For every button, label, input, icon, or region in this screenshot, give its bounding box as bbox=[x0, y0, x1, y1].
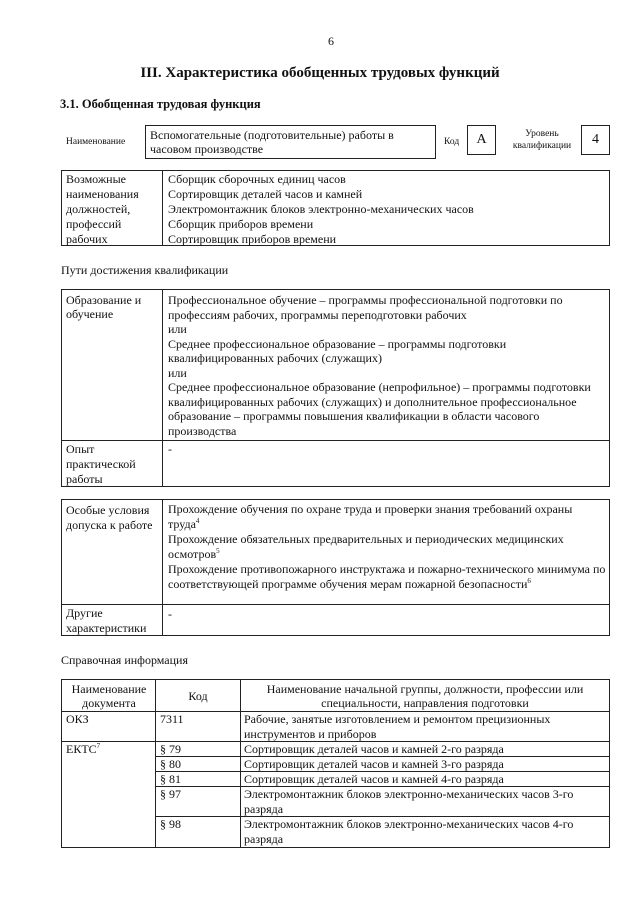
condition-item: Прохождение противопожарного инструктажа и пожарно-технического минимума по соответствующей программе обучения мерам пожарной безопасности$^6$ bbox=[168, 562, 606, 591]
table-row-doc: ЕКТС$^7$ bbox=[66, 742, 101, 756]
education-text bbox=[168, 293, 606, 438]
function-name-value: Вспомогательные (подготовительные) работы в часовом производстве bbox=[150, 128, 394, 156]
table-row-code: § 97 bbox=[160, 787, 181, 801]
code-box bbox=[467, 125, 496, 155]
ref-header-name: Наименование начальной группы, должности, профессии или специальности, направления подготовки bbox=[266, 682, 584, 710]
footnote-ref: 4 bbox=[195, 517, 200, 525]
position-item: Сборщик сборочных единиц часов bbox=[168, 172, 346, 186]
table-row-code: § 80 bbox=[160, 757, 181, 771]
positions-list bbox=[168, 172, 608, 247]
reference-title: Справочная информация bbox=[61, 653, 188, 667]
experience-label: Опыт практической работы bbox=[66, 442, 136, 486]
table-row-code: § 98 bbox=[160, 817, 181, 831]
special-conditions-list bbox=[168, 502, 606, 592]
table-row-name: Сортировщик деталей часов и камней 4-го разряда bbox=[244, 772, 504, 786]
level-label: Уровень квалификации bbox=[512, 129, 572, 151]
footnote-ref: 6 bbox=[527, 577, 531, 585]
education-table bbox=[61, 289, 610, 487]
special-conditions-table bbox=[61, 499, 610, 636]
table-row-name: Рабочие, занятые изготовлением и ремонтом прецизионных инструментов и приборов bbox=[244, 712, 551, 741]
code-label: Код bbox=[444, 137, 460, 147]
education-line: Среднее профессиональное образование (непрофильное) – программы подготовки квалифицированных рабочих (служащих) и дополнительное профессиональное образование – программы повышения квалификации в области часового производства bbox=[168, 380, 591, 438]
other-label: Другие характеристики bbox=[66, 606, 147, 635]
condition-item: Прохождение обучения по охране труда и проверки знания требований охраны труда$^4$ bbox=[168, 502, 573, 531]
code-value: А bbox=[476, 132, 487, 147]
subsection-title: 3.1. Обобщенная трудовая функция bbox=[60, 97, 261, 111]
education-line: Профессиональное обучение – программы профессиональной подготовки по профессиям рабочих, программы переподготовки рабочих bbox=[168, 293, 563, 322]
level-box bbox=[581, 125, 610, 155]
table-row-code: § 81 bbox=[160, 772, 181, 786]
special-conditions-label: Особые условия допуска к работе bbox=[66, 503, 153, 532]
level-value: 4 bbox=[592, 132, 599, 147]
education-line: или bbox=[168, 322, 187, 336]
footnote-ref: 7 bbox=[96, 742, 101, 750]
other-value: - bbox=[168, 607, 172, 621]
ref-header-doc: Наименование документа bbox=[71, 682, 147, 710]
position-item: Сборщик приборов времени bbox=[168, 217, 314, 231]
qualification-paths-title: Пути достижения квалификации bbox=[61, 263, 229, 277]
table-row-code: § 79 bbox=[160, 742, 181, 756]
table-row-name: Сортировщик деталей часов и камней 3-го разряда bbox=[244, 757, 504, 771]
table-row-code: 7311 bbox=[160, 712, 184, 726]
function-name-label: Наименование bbox=[66, 137, 126, 147]
table-row-doc: ОКЗ bbox=[66, 712, 89, 726]
footnote-ref: 5 bbox=[216, 547, 220, 555]
section-title: III. Характеристика обобщенных трудовых функций bbox=[140, 65, 500, 81]
education-label: Образование и обучение bbox=[66, 293, 142, 321]
position-item: Сортировщик приборов времени bbox=[168, 232, 337, 246]
position-item: Сортировщик деталей часов и камней bbox=[168, 187, 363, 201]
position-item: Электромонтажник блоков электронно-механических часов bbox=[168, 202, 474, 216]
experience-value: - bbox=[168, 442, 172, 456]
table-row-name: Электромонтажник блоков электронно-механических часов 3-го разряда bbox=[244, 787, 574, 816]
page-number: 6 bbox=[328, 34, 334, 48]
positions-label: Возможные наименования должностей, профессий рабочих bbox=[66, 172, 139, 246]
reference-table bbox=[61, 679, 610, 848]
education-line: или bbox=[168, 365, 187, 380]
education-line: Среднее профессиональное образование – программы подготовки квалифицированных рабочих (служащих) bbox=[168, 336, 507, 365]
positions-table bbox=[61, 170, 610, 246]
table-row-name: Электромонтажник блоков электронно-механических часов 4-го разряда bbox=[244, 817, 574, 846]
condition-item: Прохождение обязательных предварительных и периодических медицинских осмотров$^5$ bbox=[168, 532, 564, 561]
function-name-box bbox=[145, 125, 436, 159]
table-row-name: Сортировщик деталей часов и камней 2-го разряда bbox=[244, 742, 504, 756]
ref-header-code: Код bbox=[188, 689, 208, 703]
